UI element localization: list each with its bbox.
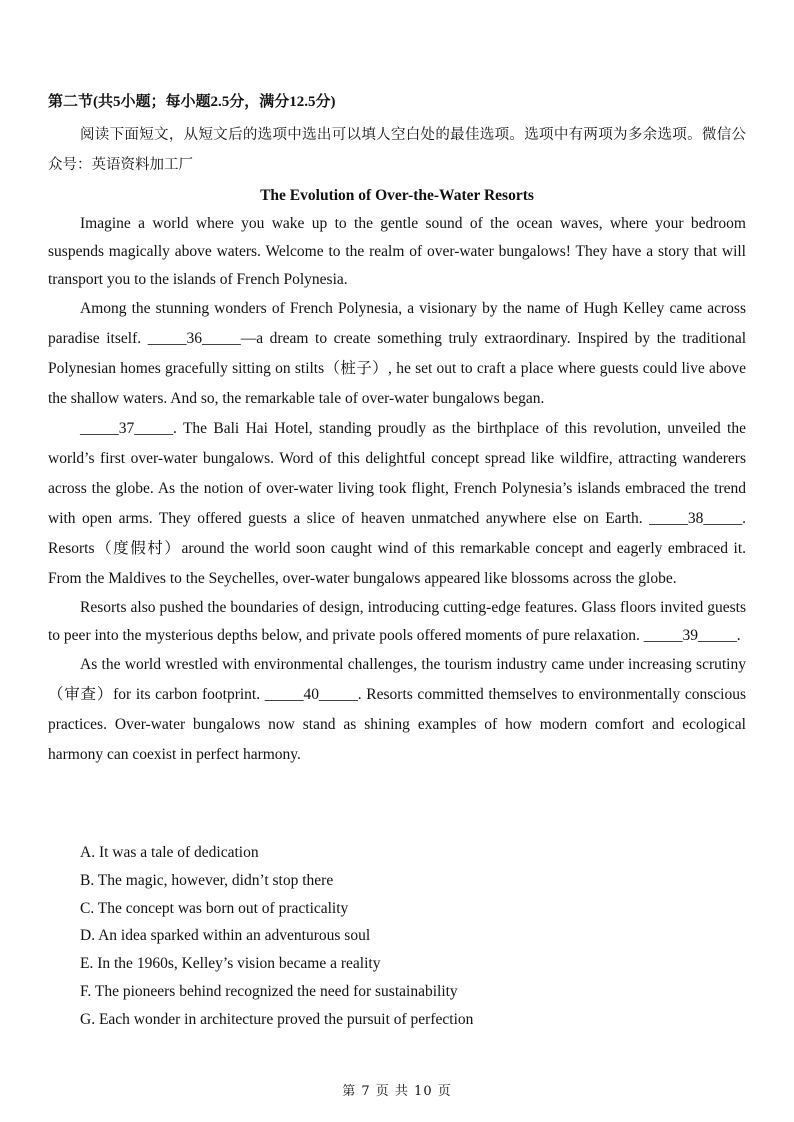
option-f: F. The pioneers behind recognized the need for sustainability bbox=[80, 982, 458, 1000]
page-number: 第 7 页 共 10 页 bbox=[342, 1084, 452, 1099]
option-e: E. In the 1960s, Kelley’s vision became a reality bbox=[80, 955, 381, 973]
passage-paragraph: Among the stunning wonders of French Polynesia, a visionary by the name of Hugh Kelley came across paradise itself. _____36_____—a dream to create something truly extraordinary. Inspired by the traditional Polynesian homes gracefully sitting on stilts（桩子）, he set out to craft a place where guests could live above the shallow waters. And so, the remarkable tale of over-water bungalows began. bbox=[48, 300, 746, 407]
answer-options bbox=[80, 839, 473, 1034]
option-a: A. It was a tale of dedication bbox=[80, 844, 259, 861]
option-b: B. The magic, however, didn’t stop there bbox=[80, 871, 334, 889]
option-d: D. An idea sparked within an adventurous soul bbox=[80, 927, 371, 945]
passage-title: The Evolution of Over-the-Water Resorts bbox=[260, 187, 534, 204]
passage-paragraph: As the world wrestled with environmental challenges, the tourism industry came under increasing scrutiny（审查）for its carbon footprint. _____40_____. Resorts committed themselves to environmentally conscious practices. Over-water bungalows now stand as shining examples of how modern comfort and ecological harmony can coexist in perfect harmony. bbox=[48, 656, 746, 763]
section-instruction: 阅读下面短文，从短文后的选项中选出可以填人空白处的最佳选项。选项中有两项为多余选项。微信公众号：英语资料加工厂 bbox=[48, 127, 746, 173]
passage-paragraph: _____37_____. The Bali Hai Hotel, standing proudly as the birthplace of this revolution, unveiled the world’s first over-water bungalows. Word of this delightful concept spread like wildfire, attracting wanderers across the globe. As the notion of over-water living took flight, French Polynesia’s islands embraced the trend with open arms. They offered guests a slice of heaven unmatched anywhere else on Earth. _____38_____. Resorts（度假村）around the world soon caught wind of this remarkable concept and eagerly embraced it. From the Maldives to the Seychelles, over-water bungalows appeared like blossoms across the globe. bbox=[48, 420, 746, 587]
option-g: G. Each wonder in architecture proved the pursuit of perfection bbox=[80, 1010, 474, 1028]
passage-paragraph: Resorts also pushed the boundaries of design, introducing cutting-edge features. Glass floors invited guests to peer into the mysterious depths below, and private pools offered moments of pure relaxation. _____39_____. bbox=[48, 599, 746, 644]
section-heading: 第二节(共5小题；每小题2.5分，满分12.5分) bbox=[48, 94, 336, 110]
passage-paragraph: Imagine a world where you wake up to the gentle sound of the ocean waves, where your bedroom suspends magically above waters. Welcome to the realm of over-water bungalows! They have a story that will transport you to the islands of French Polynesia. bbox=[48, 215, 746, 288]
option-c: C. The concept was born out of practicality bbox=[80, 899, 349, 917]
exam-page bbox=[48, 88, 746, 770]
